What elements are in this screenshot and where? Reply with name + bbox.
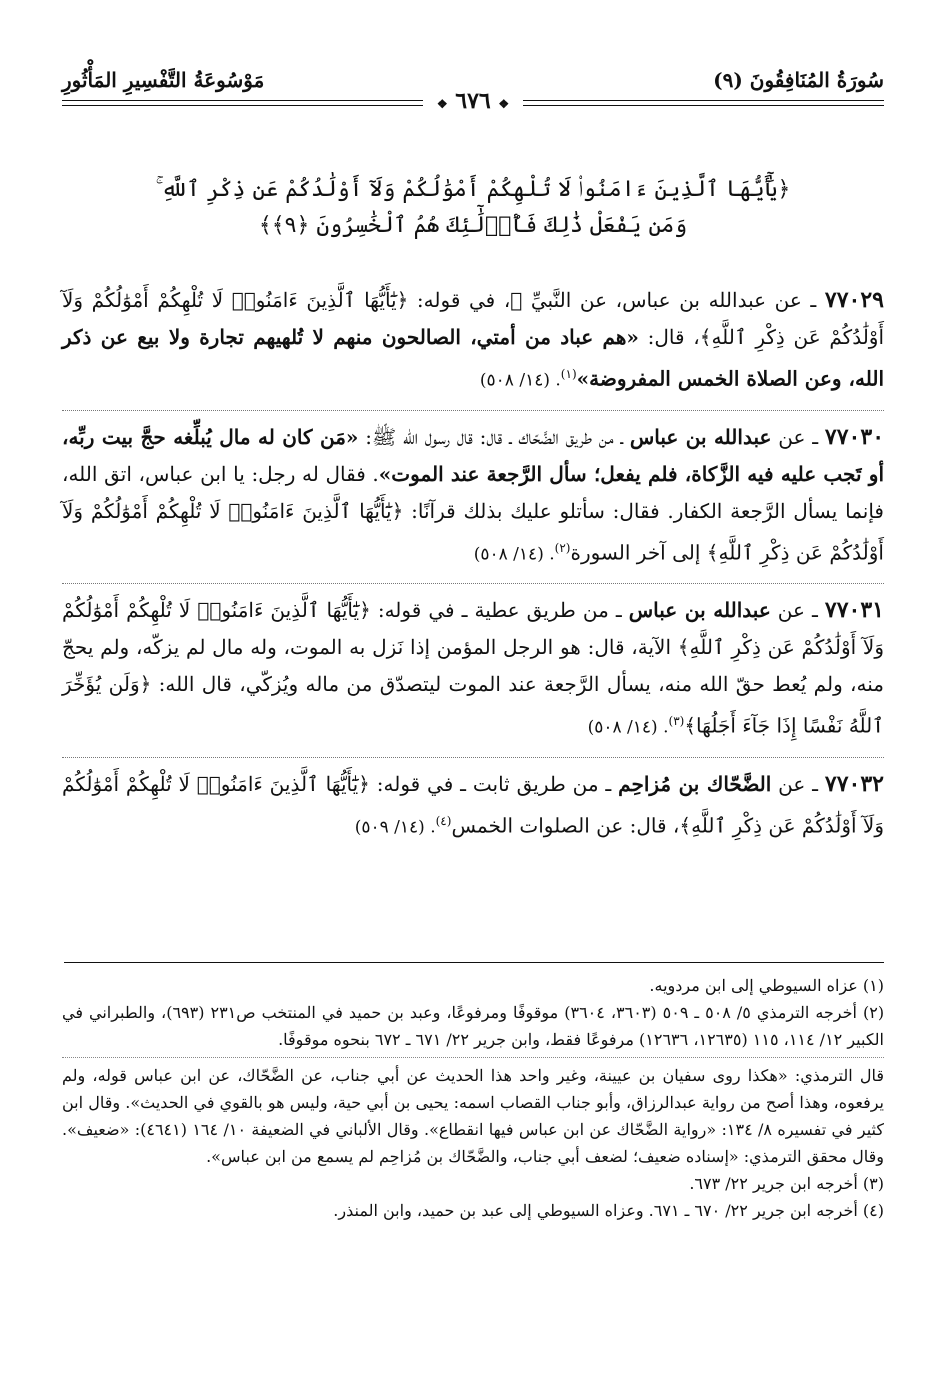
narration-entry <box>62 410 884 580</box>
narration-number: ٧٧٠٣٠ <box>824 423 885 450</box>
narration-entry <box>62 757 884 853</box>
verse-line: وَمَن يَفْعَلْ ذَٰلِكَ فَأُو۟لَٰٓئِكَ هُمُ ٱلْخَٰسِرُونَ ﴿٩﴾﴾ <box>258 213 688 238</box>
narration-text: . فقال له رجل: يا ابن عباس، اتق الله، فإنما يسأل الرَّجعة الكفار. فقال: سأتلو عليك بذلك قرآنًا: <box>62 461 884 523</box>
narration-text: ، قال: <box>638 325 700 349</box>
hadith-text: «مَن كان له مال يُبلِّغه حجَّ بيت ربِّه، أو تَجب عليه فيه الزَّكاة، فلم يفعل؛ سأل الرَّجعة عند الموت» <box>62 424 885 486</box>
footnote-rule <box>64 962 884 963</box>
footnote-marker: (٢) <box>554 540 571 555</box>
quran-quote: ﴿يَٰٓأَيُّهَا ٱلَّذِينَ ءَامَنُوا۟ لَا تُلْهِكُمْ أَمْوَٰلُكُمْ وَلَآ أَوْلَٰدُكُمْ عَن ذِكْرِ ٱللَّهِ﴾ <box>62 498 884 565</box>
narration-number: ٧٧٠٣١ <box>824 597 884 624</box>
narration-entry <box>62 282 884 406</box>
quran-quote: ﴿يَٰٓأَيُّهَا ٱلَّذِينَ ءَامَنُوا۟ لَا تُلْهِكُمْ أَمْوَٰلُكُمْ وَلَآ أَوْلَٰدُكُمْ عَن ذِكْرِ ٱللَّهِ﴾ <box>62 771 884 838</box>
footnote: (٢) أخرجه الترمذي ٥/ ٥٠٨ ـ ٥٠٩ (٣٦٠٣، ٣٦٠٤) موقوفًا ومرفوعًا، وعبد بن حميد في المنتخب ص٢٣١ (٦٩٣)، والطبراني في الكبير ١٢/ ١١٤، ١١٥ (١٢٦٣٥، ١٢٦٣٦) مرفوعًا فقط، وابن جرير ٢٢/ ٦٧١ ـ ٦٧٢ بنحوه موقوفًا. <box>62 1003 885 1049</box>
narrator-name: الضَّحّاك بن مُزاحِم <box>618 771 772 796</box>
quran-quote: ﴿يَٰٓأَيُّهَا ٱلَّذِينَ ءَامَنُوا۟ لَا تُلْهِكُمْ أَمْوَٰلُكُمْ وَلَآ أَوْلَٰدُكُمْ عَن ذِكْرِ ٱللَّهِ﴾ <box>62 598 884 660</box>
ornament-icon: ❖ <box>436 97 448 111</box>
narration-text: الآية، قال: هو الرجل المؤمن إذا نَزل به الموت، وله مال لم يزكّه، ولم يحجّ منه، ولم يُعط حقّ الله منه، يسأل الرَّجعة عند الموت ليتصدّق من ماله ويُزكّي، قال الله: <box>62 635 884 697</box>
source-reference: . (١٤/ ٥٠٨) <box>473 544 555 565</box>
footnote-comment: قال الترمذي: «هكذا روى سفيان بن عيينة، وغير واحد هذا الحديث عن أبي جناب، عن الضَّحّاك، عن ابن عباس قوله، ولم يرفعوه، وهذا أصح من رواية عبدالرزاق، وأبو جناب القصاب اسمه: يحيى بن أبي حية، وليس هو بالقوي في الحديث». وقال ابن كثير في تفسيره ٨/ ١٣٤: «رواية الضَّحّاك عن ابن عباس فيها انقطاع». وقال الألباني في الضعيفة ١٠/ ١٦٤ (٤٦٤١): «ضعيف». وقال محقق الترمذي: «إسناده ضعيف؛ لضعف أبي جناب، والضَّحّاك بن مُزاحِم لم يسمع من ابن عباس». <box>62 1057 884 1170</box>
quran-quote: ﴿يَٰٓأَيُّهَا ٱلَّذِينَ ءَامَنُوا۟ لَا تُلْهِكُمْ أَمْوَٰلُكُمْ وَلَآ أَوْلَٰدُكُمْ عَن ذِكْرِ ٱللَّهِ﴾ <box>62 288 885 349</box>
narration-text: ـ عن <box>771 771 825 796</box>
quran-quote: ﴿وَلَن يُؤَخِّرَ ٱللَّهُ نَفْسًا إِذَا جَآءَ أَجَلُهَا﴾ <box>62 672 884 738</box>
page-header <box>62 60 884 140</box>
narrations <box>62 282 884 853</box>
footnote-marker: (٤) <box>435 813 452 828</box>
narration-text: ـ عن <box>771 424 825 449</box>
source-reference: . (١٤/ ٥٠٨) <box>479 370 561 391</box>
footnote-marker: (٣) <box>668 714 685 729</box>
narration-text: ـ من طريق عطية ـ في قوله: <box>370 598 629 623</box>
narration-number: ٧٧٠٣٢ <box>824 770 884 797</box>
narrator-name: عبدالله بن عباس <box>629 424 772 449</box>
footnote-marker: (١) <box>560 367 577 381</box>
hadith-text: «هم عباد من أمتي، الصالحون منهم لا تُلهيهم تجارة ولا بيع عن ذكر الله، وعن الصلاة الخمس المفروضة» <box>62 325 884 391</box>
verse-line: ﴿يَٰٓأَيُّهَا ٱلَّذِينَ ءَامَنُوا۟ لَا تُلْهِكُمْ أَمْوَٰلُكُمْ وَلَآ أَوْلَٰدُكُمْ عَن ذِكْرِ ٱللَّهِ ۚ <box>155 177 791 202</box>
book-title: مَوْسُوعَةُ التَّفْسِيرِ المَأْثُورِ <box>62 68 265 92</box>
ornament-icon: ❖ <box>498 97 510 111</box>
footnote: (٤) أخرجه ابن جرير ٢٢/ ٦٧٠ ـ ٦٧١. وعزاه السيوطي إلى عبد بن حميد، وابن المنذر. <box>333 1201 884 1220</box>
narration-text: إلى آخر السورة <box>570 540 707 565</box>
narration-text: ـ عن <box>770 598 825 623</box>
narration-entry <box>62 583 884 753</box>
footnote: (١) عزاه السيوطي إلى ابن مردويه. <box>649 976 884 995</box>
source-reference: . (١٤/ ٥٠٨) <box>587 717 669 738</box>
page-number: ٦٧٦ <box>455 88 491 114</box>
narration-text: ـ من طريق الضَّحّاك ـ قال: قال رسول الله ﷺ: <box>358 424 630 449</box>
narrator-name: عبدالله بن عباس <box>628 598 771 623</box>
source-reference: . (١٤/ ٥٠٩) <box>354 817 436 838</box>
quran-verse <box>102 172 844 244</box>
surah-title: سُورَةُ المُنَافِقُونَ (٩) <box>713 68 884 92</box>
document-page <box>62 0 884 1386</box>
narration-text: ـ من طريق ثابت ـ في قوله: <box>369 771 619 796</box>
narration-text: ـ عن عبدالله بن عباس، عن النَّبيِّ ﷺ، في قوله: <box>408 288 825 312</box>
footnote: (٣) أخرجه ابن جرير ٢٢/ ٦٧٣. <box>689 1174 884 1193</box>
footnotes <box>62 972 884 1224</box>
narration-text: ، قال: عن الصلوات الخمس <box>451 813 680 838</box>
page-number-box <box>423 88 523 114</box>
narration-number: ٧٧٠٢٩ <box>824 287 884 313</box>
